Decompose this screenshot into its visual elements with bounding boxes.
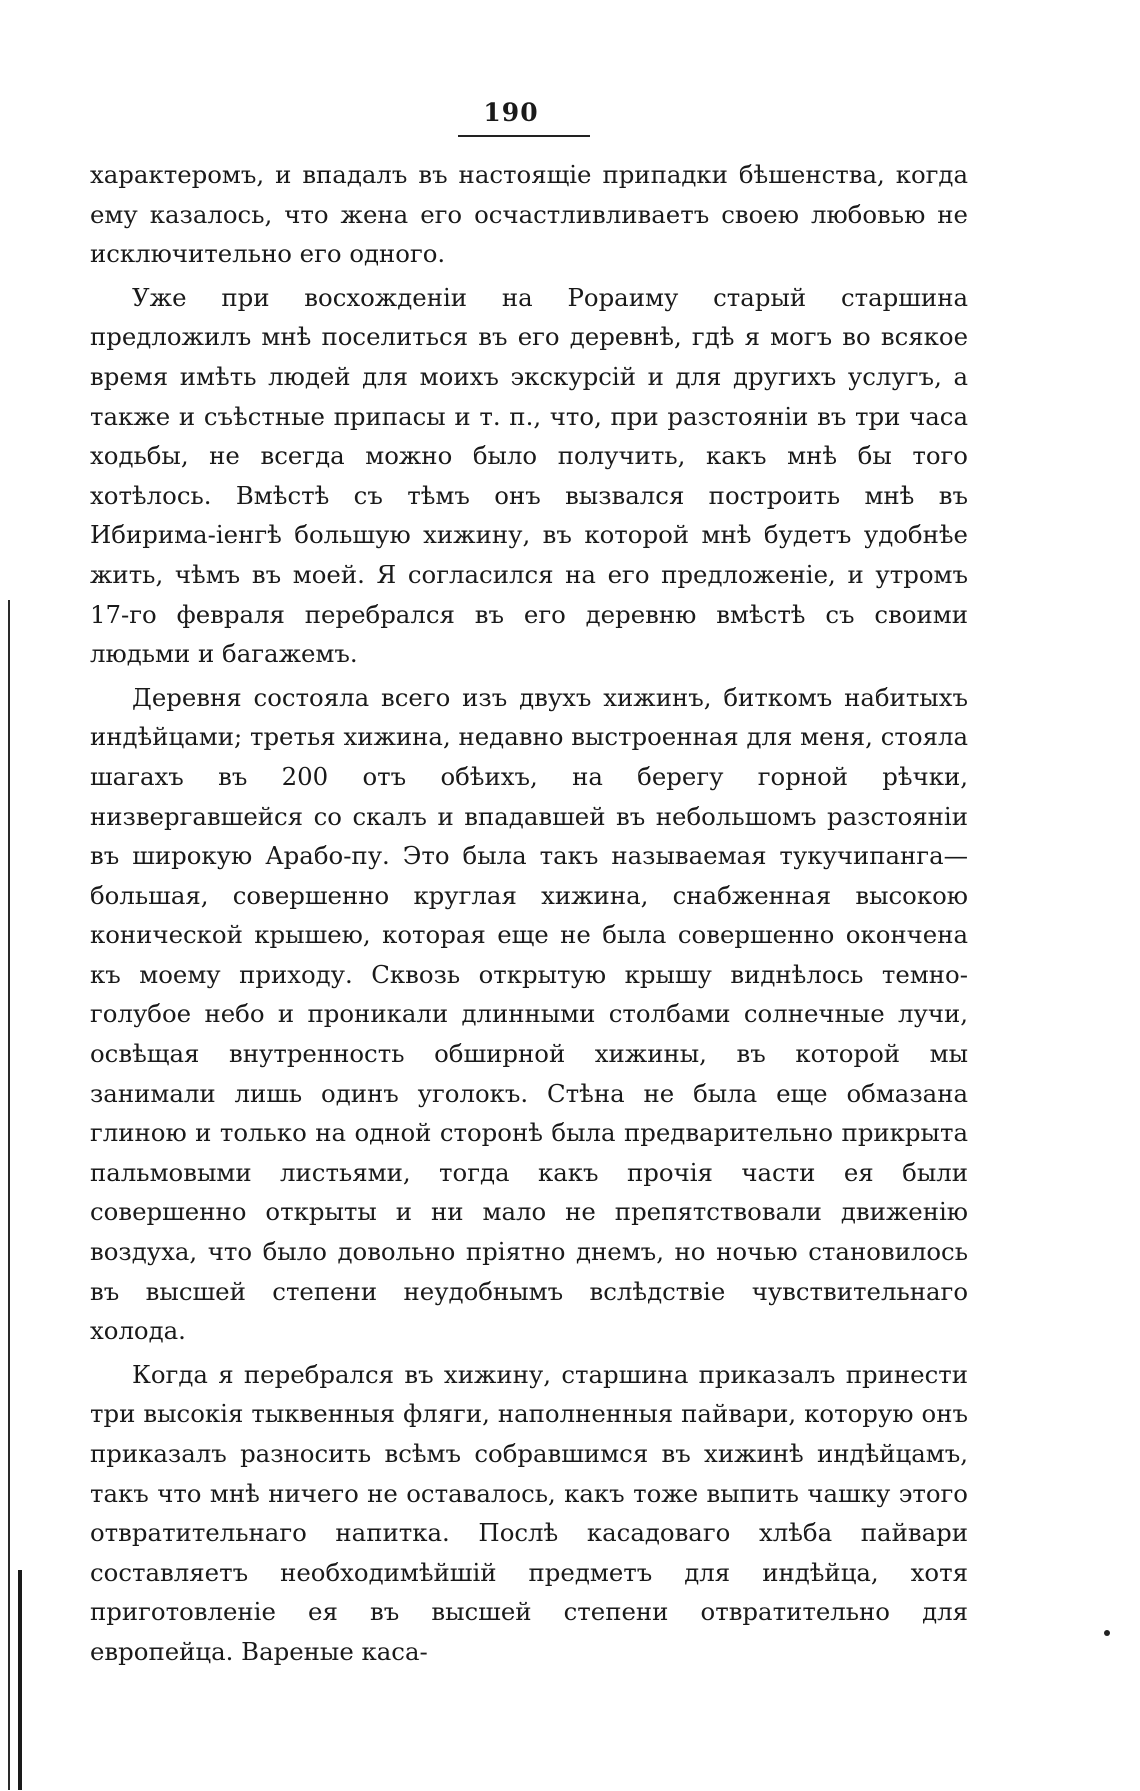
scan-edge-line	[8, 600, 10, 1790]
scan-edge-bar	[18, 1570, 22, 1790]
page-header	[450, 98, 610, 127]
paragraph: характеромъ, и впадалъ въ настоящіе припадки бѣшенства, когда ему казалось, что жена его осчастливливаетъ своею любовью не исключительно его одного.	[90, 160, 968, 269]
scan-speck	[1104, 1630, 1110, 1636]
page-number: 190	[483, 98, 539, 127]
paragraph: Деревня состояла всего изъ двухъ хижинъ, биткомъ набитыхъ индѣйцами; третья хижина, недавно выстроенная для меня, стояла шагахъ въ 200 отъ обѣихъ, на берегу горной рѣчки, низвергавшейся со скалъ и впадавшей въ небольшомъ разстояніи въ широкую Арабо-пу. Это была такъ называемая тукучипанга—большая, совершенно круглая хижина, снабженная высокою конической крышею, которая еще не была совершенно окончена къ моему приходу. Сквозь открытую крышу виднѣлось темно-голубое небо и проникали длинными столбами солнечные лучи, освѣщая внутренность обширной хижины, въ которой мы занимали лишь одинъ уголокъ. Стѣна не была еще обмазана глиною и только на одной сторонѣ была предварительно прикрыта пальмовыми листьями, тогда какъ прочія части ея были совершенно открыты и ни мало не препятствовали движенію воздуха, что было довольно пріятно днемъ, но ночью становилось въ высшей степени неудобнымъ вслѣдствіе чувствительнаго холода.	[90, 682, 968, 1346]
body-text	[90, 155, 968, 1672]
paragraph: Уже при восхожденіи на Рораиму старый старшина предложилъ мнѣ поселиться въ его деревнѣ, гдѣ я могъ во всякое время имѣть людей для моихъ экскурсій и для другихъ услугъ, а также и съѣстные припасы и т. п., что, при разстояніи въ три часа ходьбы, не всегда можно было получить, какъ мнѣ бы того хотѣлось. Вмѣстѣ съ тѣмъ онъ вызвался построить мнѣ въ Ибирима-іенгѣ большую хижину, въ которой мнѣ будетъ удобнѣе жить, чѣмъ въ моей. Я согласился на его предложеніе, и утромъ 17-го февраля перебрался въ его деревню вмѣстѣ съ своими людьми и багажемъ.	[90, 282, 968, 669]
header-rule	[458, 135, 590, 137]
paragraph: Когда я перебрался въ хижину, старшина приказалъ принести три высокія тыквенныя фляги, наполненныя пайвари, которую онъ приказалъ разносить всѣмъ собравшимся въ хижинѣ индѣйцамъ, такъ что мнѣ ничего не оставалось, какъ тоже выпить чашку этого отвратительнаго напитка. Послѣ касадоваго хлѣба пайвари составляетъ необходимѣйшій предметъ для индѣйца, хотя приготовленіе ея въ высшей степени отвратительно для европейца. Вареные каса-	[90, 1359, 968, 1666]
